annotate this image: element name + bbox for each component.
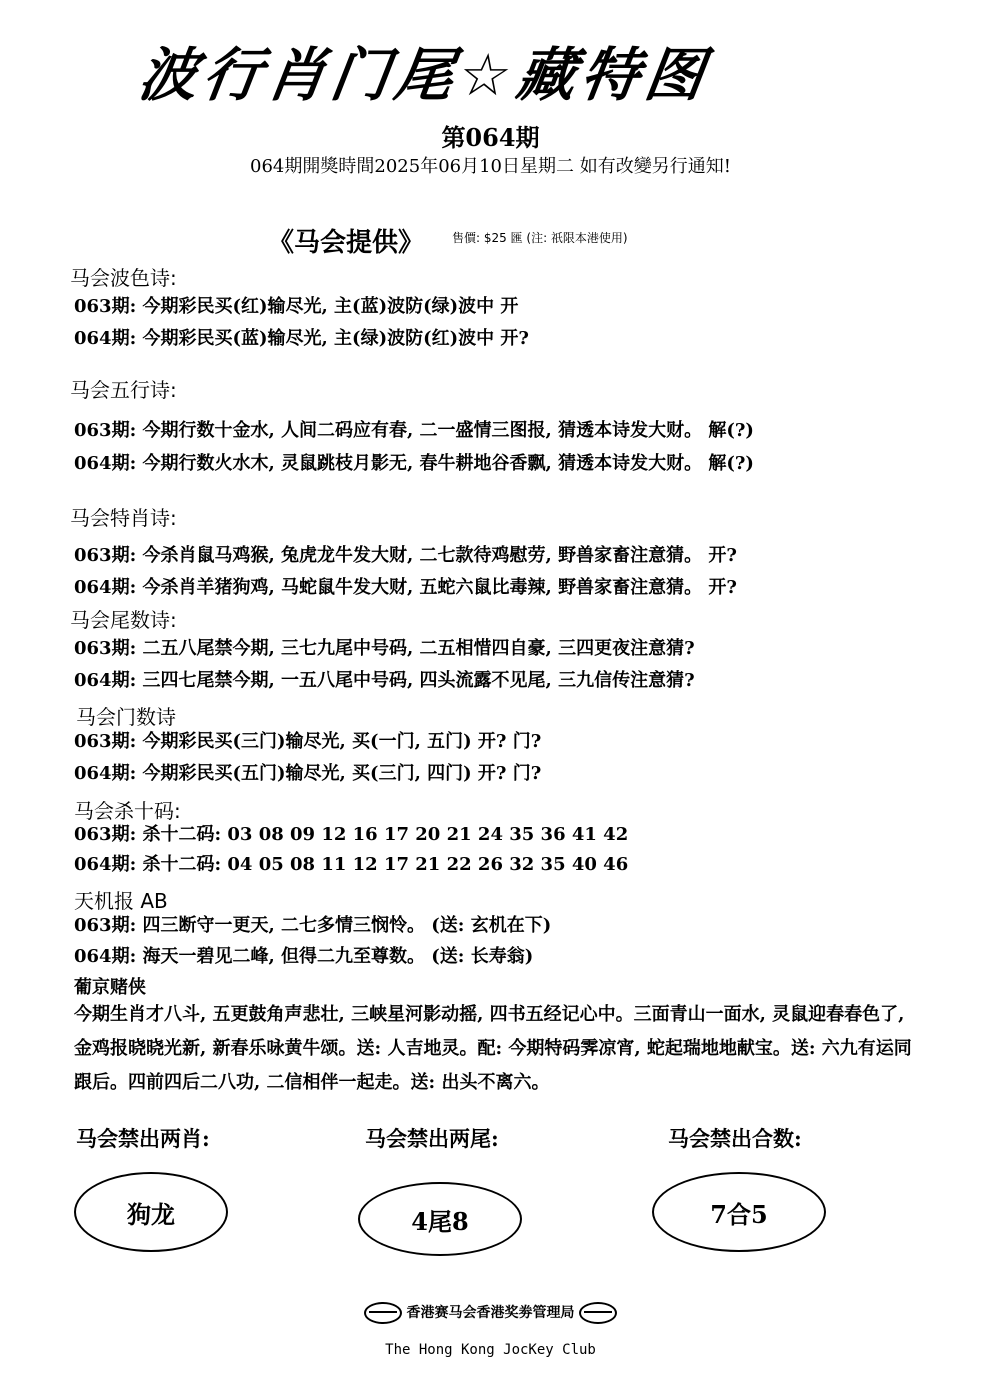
ban-wei-oval (358, 1182, 522, 1256)
section-title-tianji: 天机报 AB (74, 889, 168, 913)
ban-wei-value: 4尾8 (411, 1206, 469, 1236)
draw-notice: 064期開獎時間2025年06月10日星期二 如有改變另行通知! (250, 156, 731, 177)
section-title-menshu: 马会门数诗 (76, 705, 176, 729)
section-title-bose: 马会波色诗: (70, 266, 177, 290)
wuxing-line-064: 064期: 今期行数火水木, 灵鼠跳枝月影无, 春牛耕地谷香飘, 猜透本诗发大财。 解(?) (74, 453, 754, 474)
section-title-wuxing: 马会五行诗: (70, 378, 177, 402)
hkjc-logo-icon (364, 1302, 402, 1324)
menshu-line-064: 064期: 今期彩民买(五门)输尽光, 买(三门, 四门) 开? 门? (74, 763, 542, 784)
hkjc-logo-icon (579, 1302, 617, 1324)
section-title-texiao: 马会特肖诗: (70, 506, 177, 530)
footer-en: The Hong Kong JocKey Club (385, 1342, 596, 1358)
menshu-line-063: 063期: 今期彩民买(三门)输尽光, 买(一门, 五门) 开? 门? (74, 731, 542, 752)
ban-xiao-label: 马会禁出两肖: (76, 1126, 210, 1151)
section-title-weishu: 马会尾数诗: (70, 608, 177, 632)
weishu-line-064: 064期: 三四七尾禁今期, 一五八尾中号码, 四头流露不见尾, 三九信传注意猜? (74, 670, 695, 691)
section-title-pujing: 葡京赌侠 (74, 977, 146, 998)
weishu-line-063: 063期: 二五八尾禁今期, 三七九尾中号码, 二五相惜四自豪, 三四更夜注意猜? (74, 638, 695, 659)
ban-wei-label: 马会禁出两尾: (365, 1126, 499, 1151)
bose-line-064: 064期: 今期彩民买(蓝)输尽光, 主(绿)波防(红)波中 开? (74, 328, 529, 349)
tianji-line-063: 063期: 四三断守一更天, 二七多情三悯怜。 (送: 玄机在下) (74, 915, 552, 936)
bose-line-063: 063期: 今期彩民买(红)输尽光, 主(蓝)波防(绿)波中 开 (74, 296, 519, 317)
ban-xiao-value: 狗龙 (127, 1199, 175, 1229)
texiao-line-063: 063期: 今杀肖鼠马鸡猴, 兔虎龙牛发大财, 二七款待鸡慰劳, 野兽家畜注意猜。 开? (74, 545, 737, 566)
pujing-paragraph: 今期生肖才八斗, 五更鼓角声悲壮, 三峡星河影动摇, 四书五经记心中。三面青山一面水, 灵鼠迎春春色了, 金鸡报晓晓光新, 新春乐咏黄牛颂。送: 人吉地灵。配: 今期特码霁凉宵, 蛇起瑞地地献宝。送: 六九有运同跟后。四前四后二八功, 二信相伴一起走。送: 出头不离六。 (74, 1004, 912, 1093)
shama-line-063: 063期: 杀十二码: 03 08 09 12 16 17 20 21 24 35 36 41 42 (74, 824, 629, 845)
provider-label: 《马会提供》 (268, 228, 425, 258)
ban-heshu-label: 马会禁出合数: (668, 1126, 802, 1151)
ban-heshu-value: 7合5 (710, 1199, 768, 1229)
footer-cn (0, 1302, 981, 1324)
price-note: 售價: $25 匯 (注: 祇限本港使用) (452, 231, 628, 245)
ban-xiao-oval (74, 1172, 228, 1252)
tianji-line-064: 064期: 海天一碧见二峰, 但得二九至尊数。 (送: 长寿翁) (74, 946, 534, 967)
page-title: 波行肖门尾☆藏特图 (134, 41, 715, 109)
footer-cn-text: 香港赛马会香港奖劵管理局 (406, 1305, 575, 1321)
issue-number: 第064期 (441, 123, 540, 152)
texiao-line-064: 064期: 今杀肖羊猪狗鸡, 马蛇鼠牛发大财, 五蛇六鼠比毒辣, 野兽家畜注意猜。 开? (74, 577, 737, 598)
ban-heshu-oval (652, 1172, 826, 1252)
section-title-shama: 马会杀十码: (74, 799, 181, 823)
wuxing-line-063: 063期: 今期行数十金水, 人间二码应有春, 二一盛情三图报, 猜透本诗发大财。 解(?) (74, 420, 754, 441)
shama-line-064: 064期: 杀十二码: 04 05 08 11 12 17 21 22 26 32 35 40 46 (74, 854, 629, 875)
